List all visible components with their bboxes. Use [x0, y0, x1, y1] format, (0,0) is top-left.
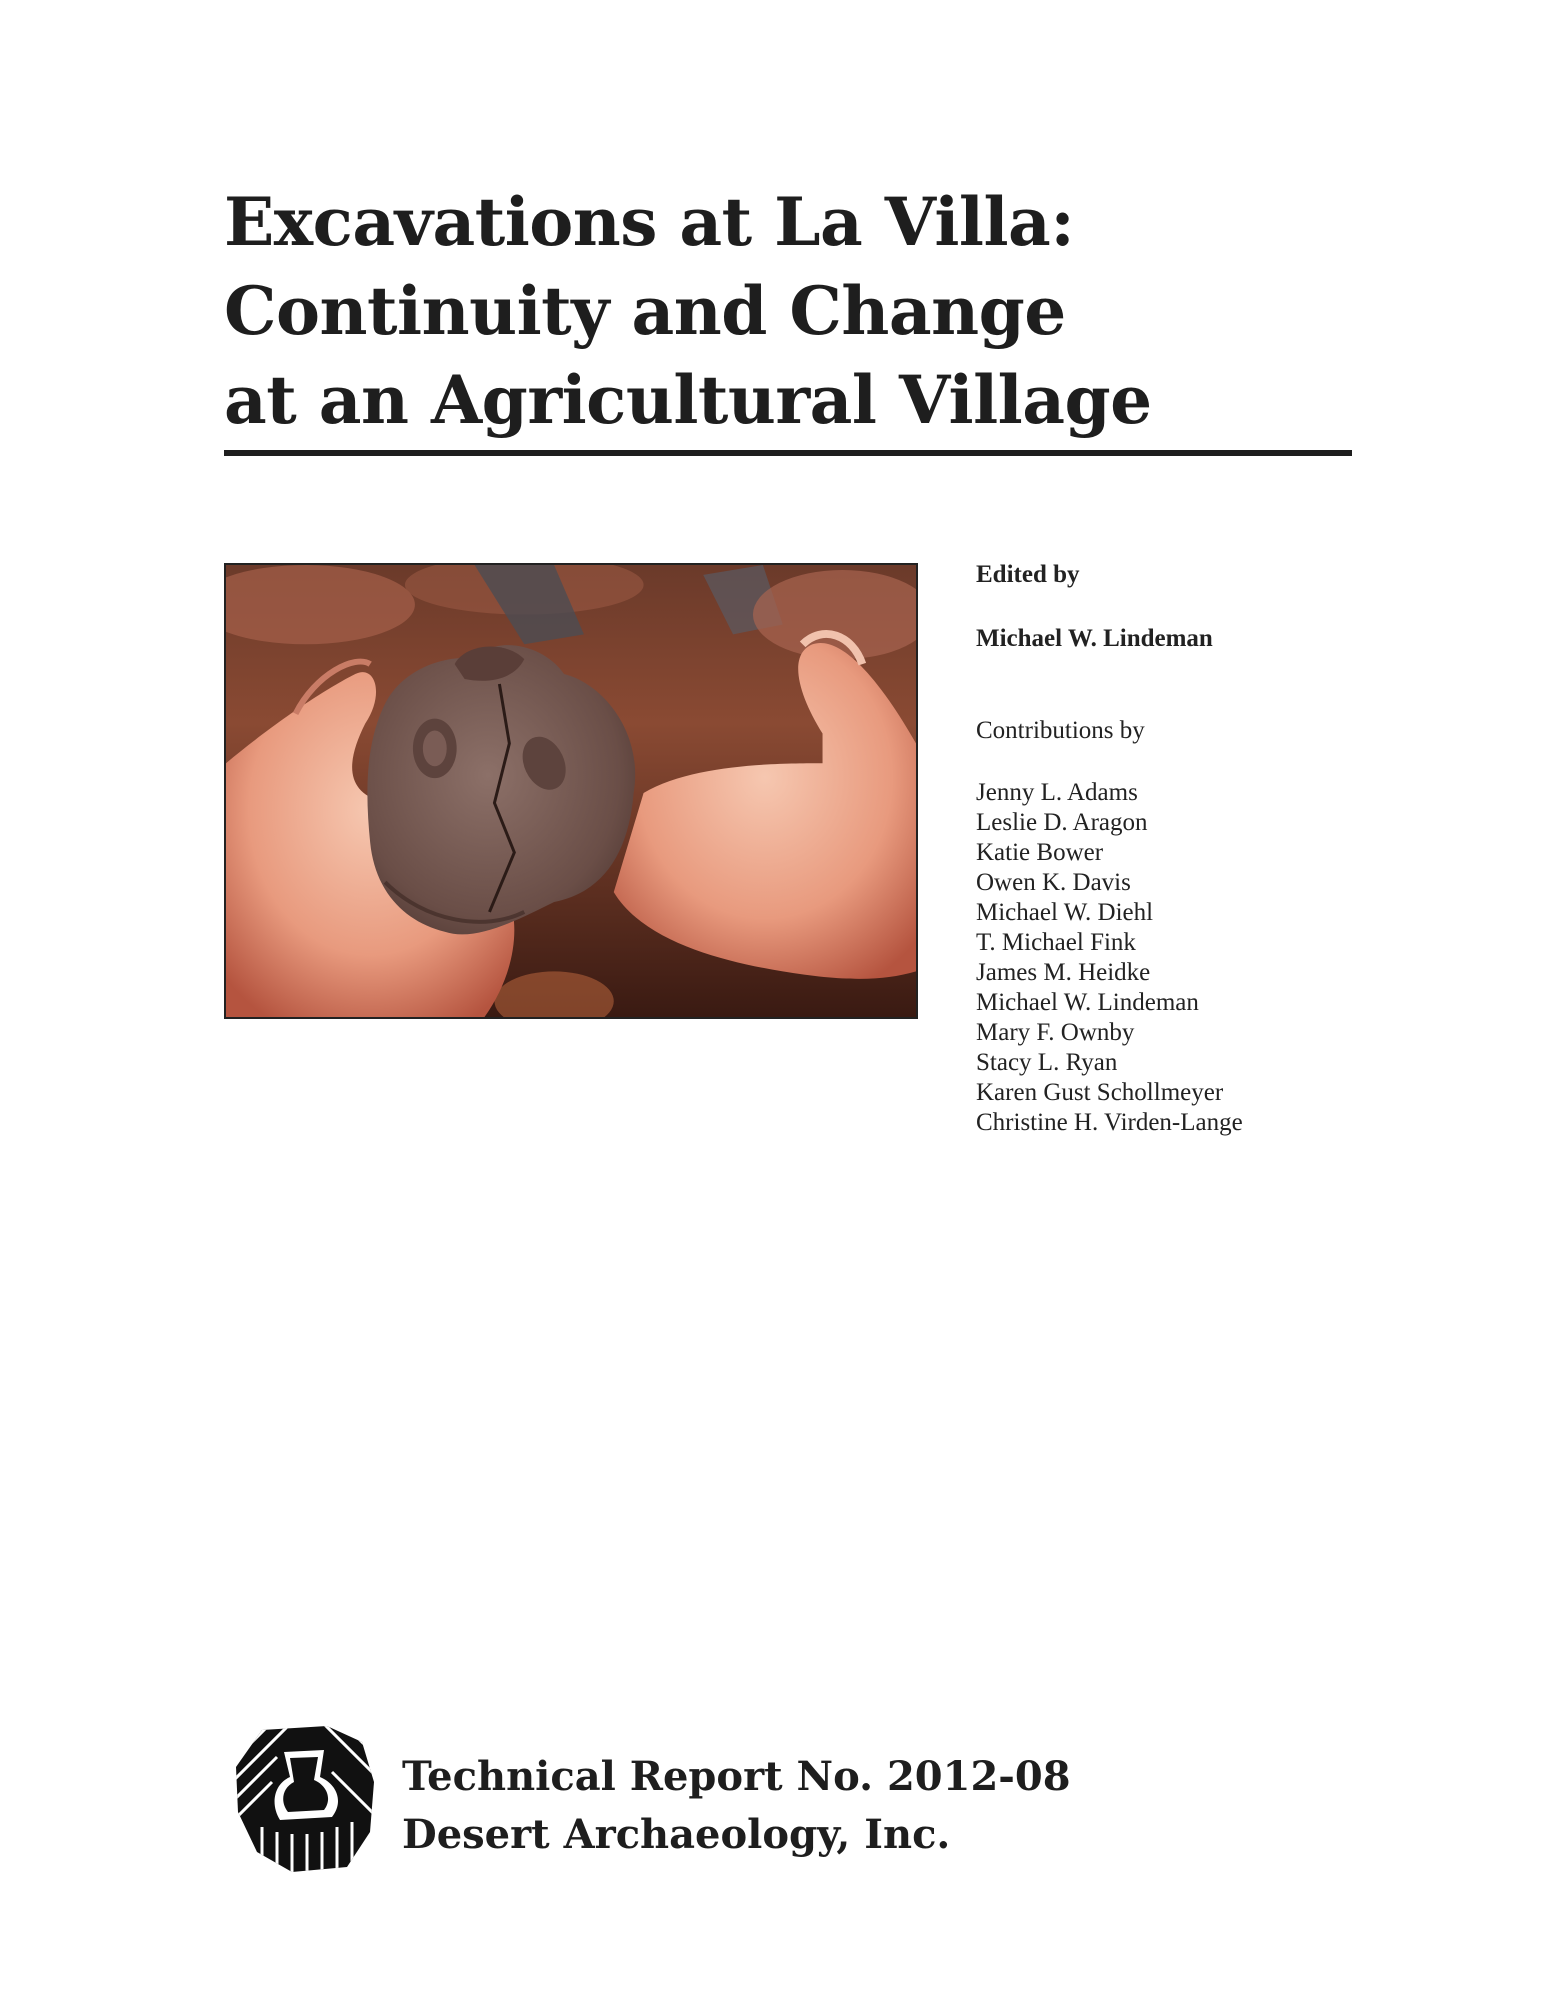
editor-name: Michael W. Lindeman	[976, 625, 1213, 652]
publisher-name: Desert Archaeology, Inc.	[402, 1811, 951, 1858]
report-number: Technical Report No. 2012-08	[402, 1753, 1071, 1800]
credits-block	[976, 560, 1376, 1138]
title-divider	[224, 450, 1352, 456]
figurine-photo-icon	[226, 565, 916, 1017]
contributor: Katie Bower	[976, 839, 1104, 866]
contributor: Stacy L. Ryan	[976, 1049, 1118, 1076]
title-line-1: Excavations at La Villa:	[224, 183, 1075, 261]
contributor: James M. Heidke	[976, 959, 1151, 986]
desert-archaeology-logo-icon	[232, 1722, 378, 1874]
contributor: Mary F. Ownby	[976, 1019, 1135, 1046]
cover-photo	[224, 563, 918, 1019]
contributor: Owen K. Davis	[976, 869, 1131, 896]
report-footer	[402, 1748, 1302, 1864]
contributor: T. Michael Fink	[976, 929, 1136, 956]
title-line-3: at an Agricultural Village	[224, 361, 1152, 439]
title-line-2: Continuity and Change	[224, 272, 1066, 350]
contributor: Karen Gust Schollmeyer	[976, 1079, 1224, 1106]
contributor: Leslie D. Aragon	[976, 809, 1148, 836]
contributors-list	[976, 778, 1376, 1138]
edited-by-label: Edited by	[976, 561, 1080, 588]
contributor: Christine H. Virden-Lange	[976, 1109, 1243, 1136]
contributions-label: Contributions by	[976, 717, 1145, 744]
contributor: Michael W. Lindeman	[976, 989, 1199, 1016]
contributor: Michael W. Diehl	[976, 899, 1154, 926]
contributor: Jenny L. Adams	[976, 779, 1138, 806]
report-title	[224, 178, 1374, 445]
